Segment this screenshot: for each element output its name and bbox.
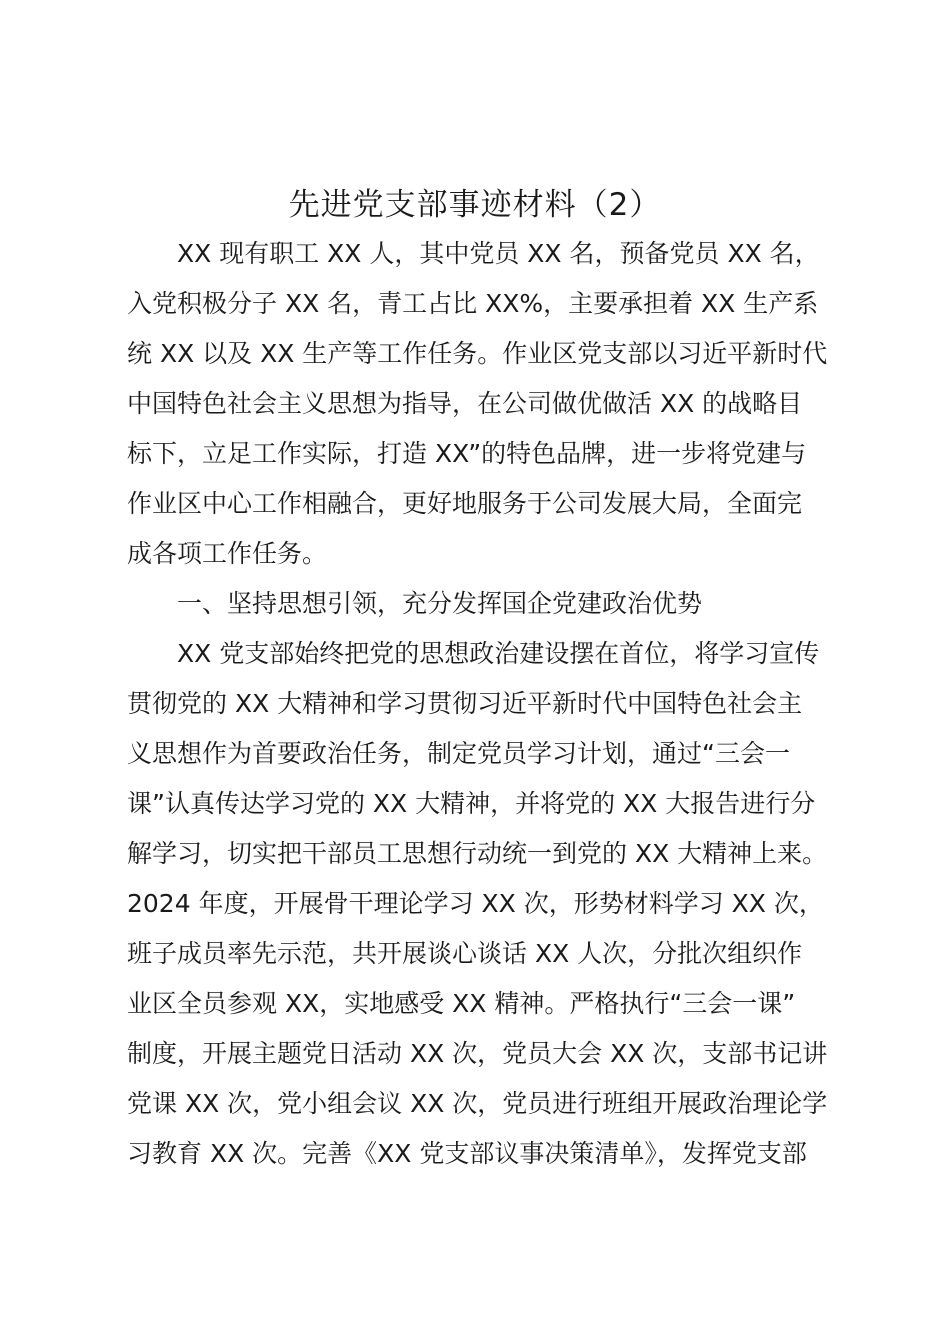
paragraph-2-line-8: 业区全员参观 XX，实地感受 XX 精神。严格执行“三会一课” xyxy=(127,989,796,1018)
paragraph-2-line-1: XX 党支部始终把党的思想政治建设摆在首位，将学习宣传 xyxy=(177,639,820,668)
paragraph-1-line-3: 统 XX 以及 XX 生产等工作任务。作业区党支部以习近平新时代 xyxy=(127,339,828,368)
paragraph-1-line-4: 中国特色社会主义思想为指导，在公司做优做活 XX 的战略目 xyxy=(127,389,803,418)
paragraph-2-line-9: 制度，开展主题党日活动 XX 次，党员大会 XX 次，支部书记讲 xyxy=(127,1039,828,1068)
paragraph-2-line-4: 课”认真传达学习党的 XX 大精神，并将党的 XX 大报告进行分 xyxy=(127,789,816,818)
paragraph-1-line-5: 标下，立足工作实际，打造 XX”的特色品牌，进一步将党建与 xyxy=(127,439,807,468)
page-title: 先进党支部事迹材料（2） xyxy=(288,187,662,223)
paragraph-2-line-10: 党课 XX 次，党小组会议 XX 次，党员进行班组开展政治理论学 xyxy=(127,1089,828,1118)
paragraph-1-line-2: 入党积极分子 XX 名，青工占比 XX%，主要承担着 XX 生产系 xyxy=(127,289,819,318)
paragraph-1-line-7: 成各项工作任务。 xyxy=(127,539,328,568)
paragraph-2-line-2: 贯彻党的 XX 大精神和学习贯彻习近平新时代中国特色社会主 xyxy=(127,689,803,718)
section-heading-1: 一、坚持思想引领，充分发挥国企党建政治优势 xyxy=(177,589,703,618)
paragraph-2-line-11: 习教育 XX 次。完善《XX 党支部议事决策清单》，发挥党支部 xyxy=(127,1139,807,1168)
paragraph-2-line-6: 2024 年度，开展骨干理论学习 XX 次，形势材料学习 XX 次， xyxy=(127,889,824,918)
paragraph-1-line-1: XX 现有职工 XX 人，其中党员 XX 名，预备党员 XX 名， xyxy=(177,239,820,268)
paragraph-2-line-5: 解学习，切实把干部员工思想行动统一到党的 XX 大精神上来。 xyxy=(127,839,828,868)
paragraph-2-line-7: 班子成员率先示范，共开展谈心谈话 XX 人次，分批次组织作 xyxy=(127,939,803,968)
paragraph-2-line-3: 义思想作为首要政治任务，制定党员学习计划，通过“三会一 xyxy=(127,739,790,768)
paragraph-1-line-6: 作业区中心工作相融合，更好地服务于公司发展大局，全面完 xyxy=(127,489,803,518)
